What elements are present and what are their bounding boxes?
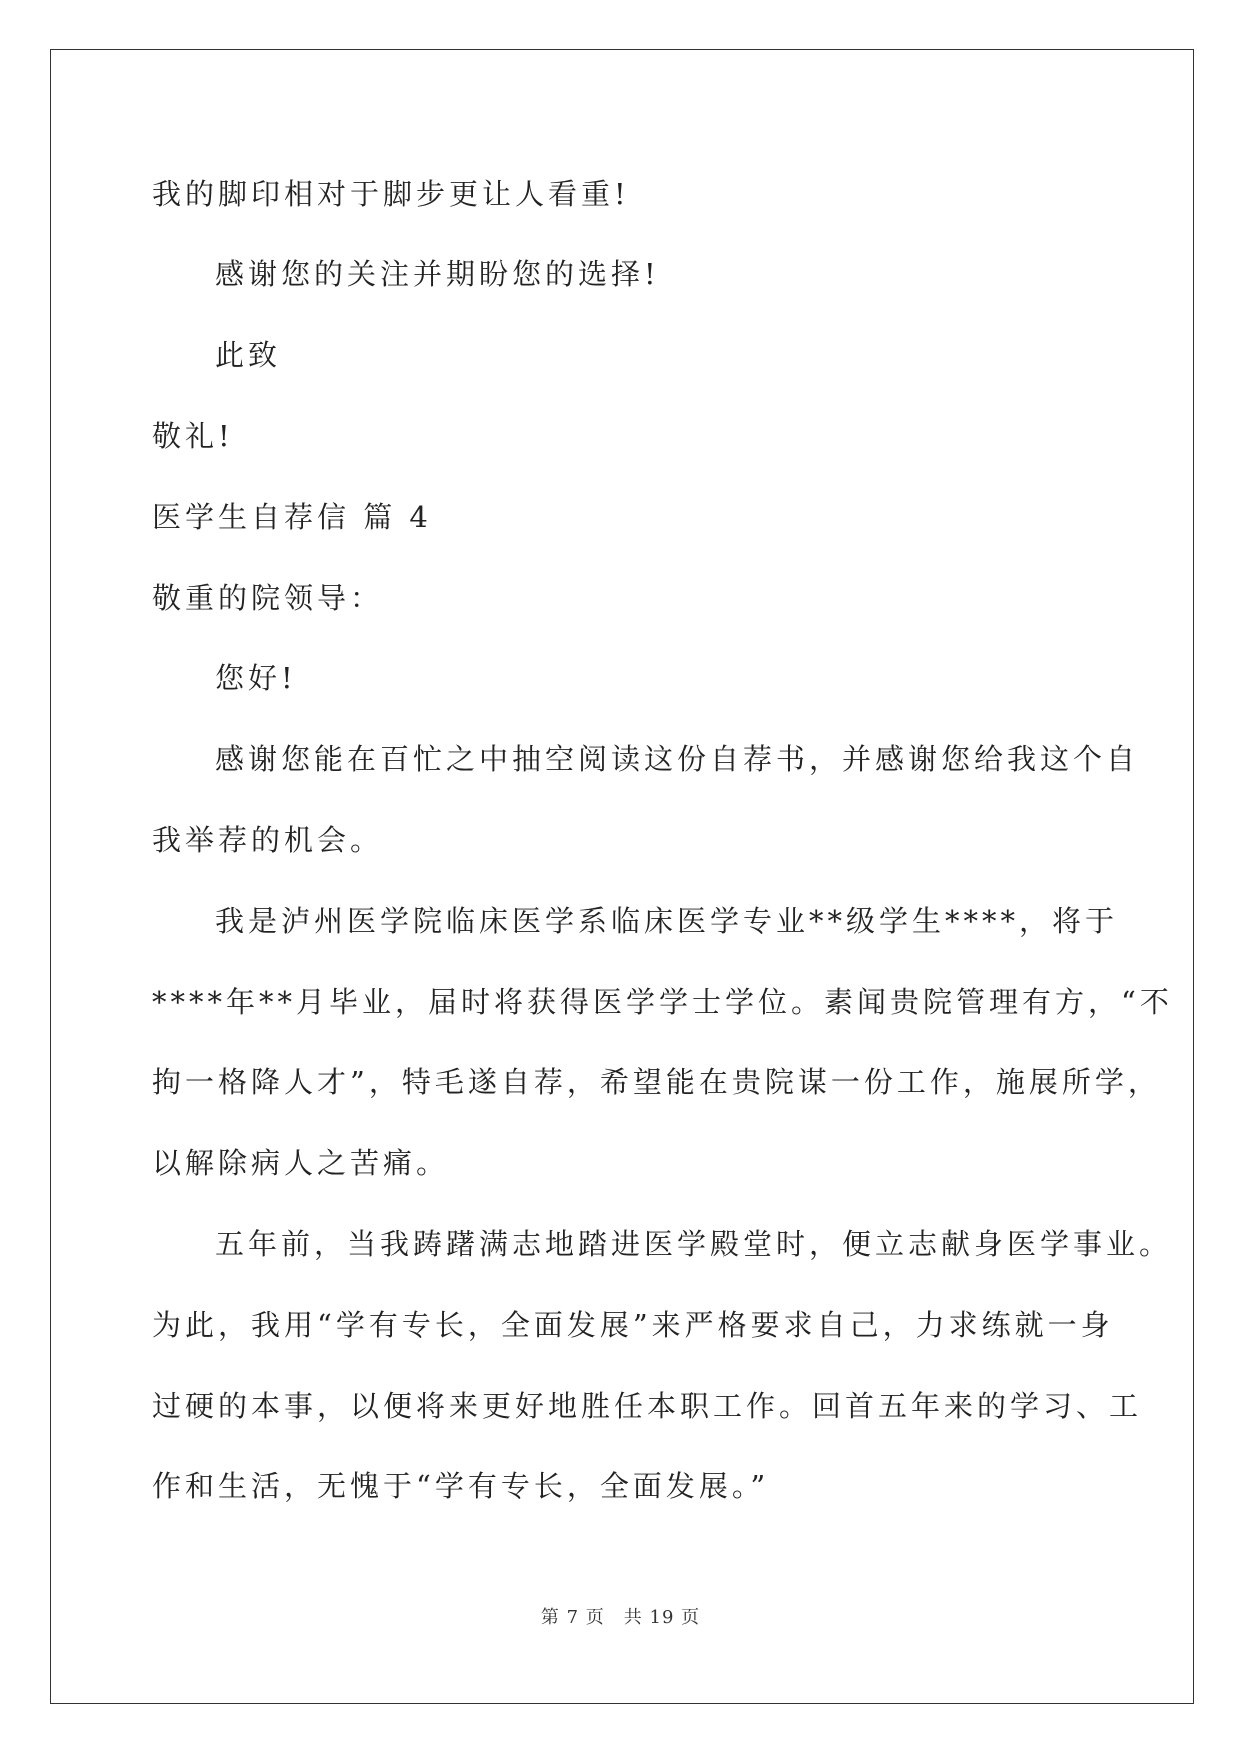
text-line: 作和生活，无愧于“学有专长，全面发展。” bbox=[152, 1469, 770, 1503]
text-line: 敬礼! bbox=[152, 419, 234, 453]
text-line: 此致 bbox=[215, 338, 282, 372]
greeting: 您好! bbox=[215, 661, 297, 695]
text-line: 拘一格降人才”，特毛遂自荐，希望能在贵院谋一份工作，施展所学， bbox=[152, 1065, 1161, 1099]
text-line: ****年**月毕业，届时将获得医学学士学位。素闻贵院管理有方，“不 bbox=[152, 985, 1173, 1019]
salutation: 敬重的院领导： bbox=[152, 581, 384, 615]
text-line: 五年前，当我踌躇满志地踏进医学殿堂时，便立志献身医学事业。 bbox=[215, 1227, 1173, 1261]
text-line: 以解除病人之苦痛。 bbox=[152, 1146, 450, 1180]
page-border bbox=[50, 49, 1194, 1704]
text-line: 感谢您的关注并期盼您的选择! bbox=[215, 257, 660, 291]
text-line: 我举荐的机会。 bbox=[152, 823, 384, 857]
text-line: 我是泸州医学院临床医学系临床医学专业**级学生****，将于 bbox=[215, 904, 1119, 938]
section-heading: 医学生自荐信 篇 4 bbox=[152, 500, 432, 534]
text-line: 过硬的本事，以便将来更好地胜任本职工作。回首五年来的学习、工 bbox=[152, 1389, 1143, 1423]
text-line: 为此，我用“学有专长，全面发展”来严格要求自己，力求练就一身 bbox=[152, 1308, 1114, 1342]
page-footer: 第 7 页 共 19 页 bbox=[540, 1607, 701, 1628]
text-line: 我的脚印相对于脚步更让人看重! bbox=[152, 177, 630, 211]
text-line: 感谢您能在百忙之中抽空阅读这份自荐书，并感谢您给我这个自 bbox=[215, 742, 1140, 776]
